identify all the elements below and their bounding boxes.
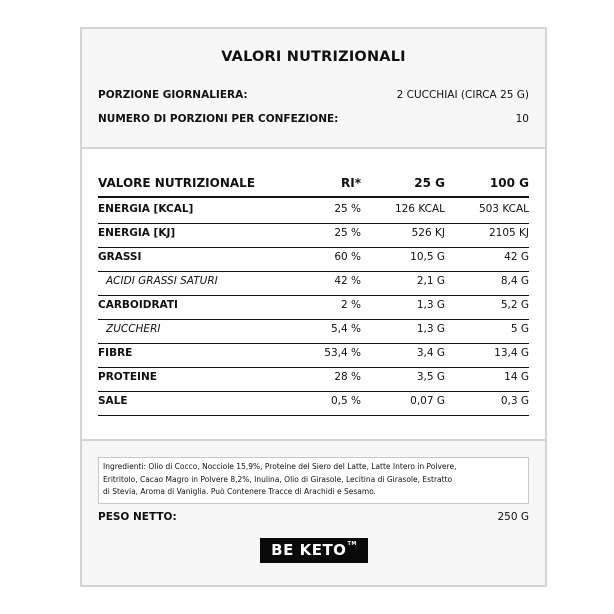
header-ri: RI* xyxy=(341,176,361,190)
row-name: SALE xyxy=(98,395,128,407)
row-25g: 526 KJ xyxy=(411,227,445,239)
table-rule xyxy=(98,196,529,198)
servings-label: NUMERO DI PORZIONI PER CONFEZIONE: xyxy=(98,113,339,125)
row-ri: 25 % xyxy=(334,227,361,239)
net-weight-row xyxy=(98,511,529,523)
footer-section xyxy=(82,441,545,585)
table-row xyxy=(98,199,529,223)
portion-label: PORZIONE GIORNALIERA: xyxy=(98,89,248,101)
row-25g: 3,4 G xyxy=(416,347,445,359)
row-ri: 5,4 % xyxy=(330,323,361,335)
table-row xyxy=(98,223,529,247)
row-25g: 10,5 G xyxy=(410,251,445,263)
row-100g: 5,2 G xyxy=(500,299,529,311)
header-section xyxy=(82,29,545,147)
row-ri: 60 % xyxy=(334,251,361,263)
row-ri: 0,5 % xyxy=(330,395,361,407)
row-name: ENERGIA [KCAL] xyxy=(98,203,194,215)
row-100g: 8,4 G xyxy=(500,275,529,287)
table-row xyxy=(98,271,529,295)
brand-logo xyxy=(260,538,368,563)
table-header xyxy=(98,176,529,192)
row-100g: 0,3 G xyxy=(500,395,529,407)
row-100g: 13,4 G xyxy=(494,347,529,359)
servings-row xyxy=(98,113,529,125)
nutrition-table xyxy=(82,149,545,439)
ingredients-line: Ingredienti: Olio di Cocco, Nocciole 15,9%, Proteine del Siero del Latte, Latte Intero in Polvere, xyxy=(103,462,457,471)
row-ri: 25 % xyxy=(334,203,361,215)
portion-value: 2 CUCCHIAI (CIRCA 25 G) xyxy=(396,89,529,101)
servings-value: 10 xyxy=(515,113,529,125)
header-25g: 25 G xyxy=(414,176,445,190)
row-name: ACIDI GRASSI SATURI xyxy=(106,275,218,287)
table-row xyxy=(98,247,529,271)
row-ri: 2 % xyxy=(341,299,361,311)
row-100g: 14 G xyxy=(504,371,529,383)
nutrition-label-panel xyxy=(80,27,547,587)
row-name: FIBRE xyxy=(98,347,133,359)
table-row xyxy=(98,391,529,415)
row-25g: 0,07 G xyxy=(410,395,445,407)
ingredients-box xyxy=(98,457,529,504)
ingredients-line: Eritritolo, Cacao Magro in Polvere 8,2%, Inulina, Olio di Girasole, Lecitina di Girasole, Estratto xyxy=(103,474,453,484)
row-25g: 126 KCAL xyxy=(394,203,445,215)
row-name: PROTEINE xyxy=(98,371,157,383)
brand-name: BE KETO xyxy=(271,541,347,559)
row-name: ENERGIA [KJ] xyxy=(98,227,176,239)
table-row xyxy=(98,367,529,391)
row-25g: 2,1 G xyxy=(416,275,445,287)
table-row xyxy=(98,319,529,343)
row-name: ZUCCHERI xyxy=(106,323,161,335)
row-name: GRASSI xyxy=(98,251,142,263)
header-100g: 100 G xyxy=(489,176,529,190)
row-name: CARBOIDRATI xyxy=(98,299,178,311)
net-weight-value: 250 G xyxy=(497,511,529,523)
portion-row xyxy=(98,89,529,101)
row-25g: 1,3 G xyxy=(416,323,445,335)
label-title: VALORI NUTRIZIONALI xyxy=(221,49,406,65)
header-name: VALORE NUTRIZIONALE xyxy=(98,176,256,190)
ingredients-line: di Stevia, Aroma di Vaniglia. Può Contenere Tracce di Arachidi e Sesamo. xyxy=(103,487,377,496)
table-row xyxy=(98,295,529,319)
row-100g: 2105 KJ xyxy=(488,227,529,239)
trademark-mark: TM xyxy=(347,541,357,547)
row-ri: 53,4 % xyxy=(324,347,361,359)
row-100g: 42 G xyxy=(504,251,529,263)
table-row xyxy=(98,343,529,367)
row-100g: 5 G xyxy=(510,323,529,335)
row-ri: 42 % xyxy=(334,275,361,287)
row-100g: 503 KCAL xyxy=(478,203,529,215)
row-25g: 1,3 G xyxy=(416,299,445,311)
row-rule xyxy=(98,415,529,416)
net-weight-label: PESO NETTO: xyxy=(98,511,177,523)
row-25g: 3,5 G xyxy=(416,371,445,383)
row-ri: 28 % xyxy=(334,371,361,383)
